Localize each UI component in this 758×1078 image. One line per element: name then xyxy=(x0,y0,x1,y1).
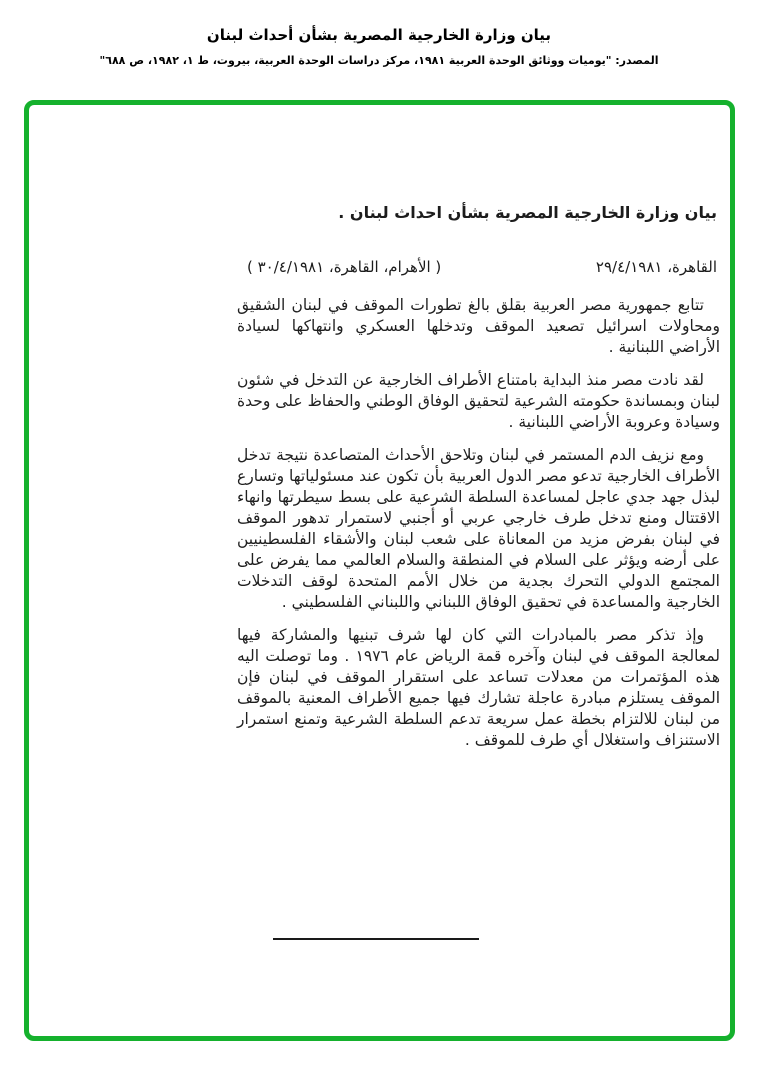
document-title: بيان وزارة الخارجية المصرية بشأن احداث لبنان . xyxy=(338,203,717,222)
scanned-document xyxy=(29,105,730,1036)
paragraph-2: لقد نادت مصر منذ البداية بامتناع الأطراف الخارجية عن التدخل في شئون لبنان وبمساندة حكومته الشرعية لتحقيق الوفاق الوطني والحفاظ على وحدة وسيادة وعروبة الأراضي اللبنانية . xyxy=(237,371,720,431)
page-header xyxy=(0,26,758,67)
highlight-frame xyxy=(24,100,735,1041)
footnote-separator xyxy=(273,938,479,940)
paragraph-1: تتابع جمهورية مصر العربية بقلق بالغ تطورات الموقف في لبنان الشقيق ومحاولات اسرائيل تصعيد الموقف وتدخلها العسكري وانتهاكها لسيادة الأراضي اللبنانية . xyxy=(237,296,720,356)
paragraph-4: وإذ تذكر مصر بالمبادرات التي كان لها شرف تبنيها والمشاركة فيها لمعالجة الموقف في لبنان وآخره قمة الرياض عام ١٩٧٦ . وما توصلت اليه هذه المؤتمرات من معدلات تساعد على استقرار الموقف في لبنان فإن الموقف يستلزم مبادرة عاجلة تشارك فيها جميع الأطراف المعنية بالموقف من لبنان للالتزام بخطة عمل سريعة تدعم السلطة الشرعية وتمنع استمرار الاستنزاف واستغلال أي طرف للموقف . xyxy=(237,626,720,749)
source-citation: المصدر: "يوميات ووثائق الوحدة العربية ١٩٨١، مركز دراسات الوحدة العربية، بيروت، ط ١، ١٩٨٢، ص ٦٨٨" xyxy=(99,54,659,67)
page-title: بيان وزارة الخارجية المصرية بشأن أحداث لبنان xyxy=(206,26,552,44)
paragraph-3: ومع نزيف الدم المستمر في لبنان وتلاحق الأحداث المتصاعدة نتيجة تدخل الأطراف الخارجية تدعو مصر الدول العربية بأن تكون عند مسئولياتها وتسارع لبذل جهد جدي عاجل لمساعدة السلطة الشرعية على بسط سيطرتها وانهاء الاقتتال ومنع تدخل طرف خارجي عربي أو أجنبي لاستمرار تدهور الموقف في لبنان بفرض مزيد من المعاناة على شعب لبنان والأشقاء الفلسطينيين على أرضه ويؤثر على السلام في المنطقة والسلام العالمي مما يفرض على المجتمع الدولي التحرك بجدية من خلال الأمم المتحدة لوقف التدخلات الخارجية والمساعدة في تحقيق الوفاق اللبناني واللبناني الفلسطيني . xyxy=(237,446,720,611)
document-dateline xyxy=(247,258,717,276)
dateline-city-date: القاهرة، ٢٩/٤/١٩٨١ xyxy=(595,258,717,276)
dateline-newspaper-ref: ( الأهرام، القاهرة، ٣٠/٤/١٩٨١ ) xyxy=(247,258,442,276)
document-body xyxy=(237,295,720,763)
